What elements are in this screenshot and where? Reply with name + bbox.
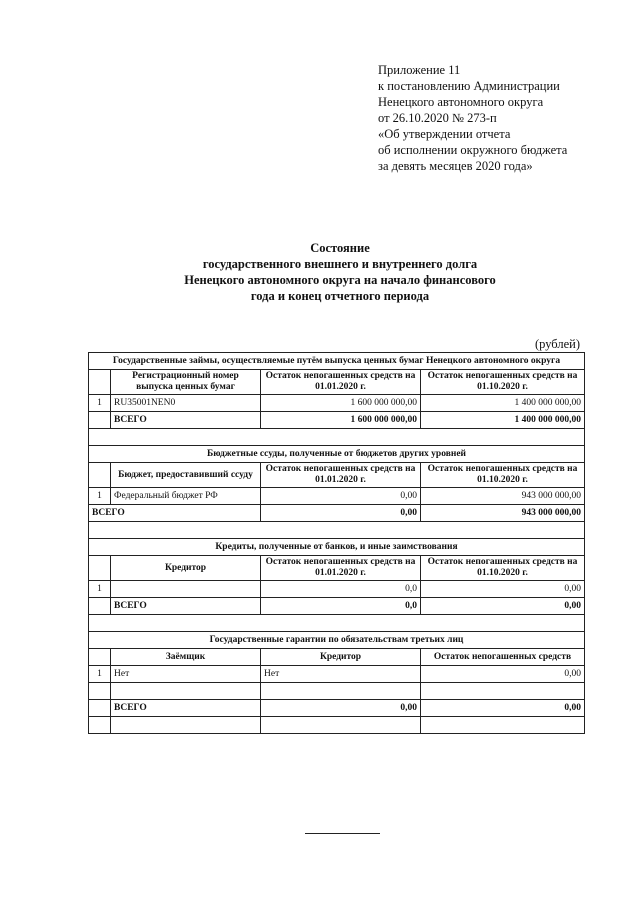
- balance-end: 943 000 000,00: [421, 488, 585, 505]
- creditor-name: [111, 581, 261, 598]
- title-line: Состояние: [310, 241, 370, 255]
- row-number: 1: [89, 395, 111, 412]
- bank-credits-section-title: Кредиты, полученные от банков, и иные заимствования: [89, 539, 585, 556]
- bank-credits-header-row: [89, 556, 585, 581]
- total-blank: [89, 598, 111, 615]
- spacer-cell: [89, 429, 585, 446]
- total-end: 1 400 000 000,00: [421, 412, 585, 429]
- header-blank: [89, 463, 111, 488]
- document-title: [60, 240, 620, 304]
- table-row: [89, 581, 585, 598]
- bank-credits-col-name: Кредитор: [111, 556, 261, 581]
- borrower-name: Нет: [111, 666, 261, 683]
- budget-loans-section-title-row: [89, 446, 585, 463]
- appendix-line: «Об утверждении отчета: [378, 127, 511, 141]
- guarantees-col-borrower: Заёмщик: [111, 649, 261, 666]
- table-row: [89, 488, 585, 505]
- appendix-line: от 26.10.2020 № 273-п: [378, 111, 497, 125]
- balance-start: 0,0: [261, 581, 421, 598]
- securities-col-start: Остаток непогашенных средств на 01.01.2020 г.: [261, 370, 421, 395]
- spacer-cell: [111, 717, 261, 734]
- total-blank: [89, 412, 111, 429]
- securities-header-row: [89, 370, 585, 395]
- table-row: [89, 666, 585, 683]
- bank-credits-col-start: Остаток непогашенных средств на 01.01.2020 г.: [261, 556, 421, 581]
- budget-loans-col-start: Остаток непогашенных средств на 01.01.2020 г.: [261, 463, 421, 488]
- header-blank: [89, 370, 111, 395]
- debt-table: [88, 352, 585, 734]
- spacer-cell: [111, 683, 261, 700]
- guarantees-section-title: Государственные гарантии по обязательствам третьих лиц: [89, 632, 585, 649]
- total-blank: [89, 700, 111, 717]
- header-blank: [89, 556, 111, 581]
- balance-end: 1 400 000 000,00: [421, 395, 585, 412]
- total-start: 0,0: [261, 598, 421, 615]
- balance-start: 1 600 000 000,00: [261, 395, 421, 412]
- row-number: 1: [89, 488, 111, 505]
- lender-budget: Федеральный бюджет РФ: [111, 488, 261, 505]
- guarantees-header-row: [89, 649, 585, 666]
- units-label: (рублей): [534, 337, 580, 351]
- total-label: ВСЕГО: [111, 412, 261, 429]
- total-start: 1 600 000 000,00: [261, 412, 421, 429]
- guarantees-section-title-row: [89, 632, 585, 649]
- footer-divider: [305, 833, 380, 834]
- budget-loans-col-end: Остаток непогашенных средств на 01.10.2020 г.: [421, 463, 585, 488]
- spacer-cell: [89, 522, 585, 539]
- spacer-cell: [89, 717, 111, 734]
- bank-credits-section-title-row: [89, 539, 585, 556]
- spacer-cell: [421, 717, 585, 734]
- creditor-name: Нет: [261, 666, 421, 683]
- title-line: Ненецкого автономного округа на начало финансового: [184, 273, 496, 287]
- spacer-row: [89, 717, 585, 734]
- total-label: ВСЕГО: [111, 598, 261, 615]
- total-row: [89, 700, 585, 717]
- total-row: [89, 598, 585, 615]
- securities-col-end: Остаток непогашенных средств на 01.10.2020 г.: [421, 370, 585, 395]
- header-blank: [89, 649, 111, 666]
- spacer-cell: [261, 683, 421, 700]
- balance-end: 0,00: [421, 581, 585, 598]
- appendix-line: Ненецкого автономного округа: [378, 95, 544, 109]
- total-balance: 0,00: [421, 700, 585, 717]
- balance-start: 0,00: [261, 488, 421, 505]
- total-end: 0,00: [421, 598, 585, 615]
- title-line: года и конец отчетного периода: [250, 289, 430, 303]
- appendix-line: за девять месяцев 2020 года»: [378, 159, 533, 173]
- appendix-line: об исполнении окружного бюджета: [378, 143, 568, 157]
- total-mid: 0,00: [261, 700, 421, 717]
- total-row: [89, 412, 585, 429]
- budget-loans-col-name: Бюджет, предоставивший ссуду: [111, 463, 261, 488]
- budget-loans-section-title: Бюджетные ссуды, полученные от бюджетов других уровней: [89, 446, 585, 463]
- bank-credits-col-end: Остаток непогашенных средств на 01.10.2020 г.: [421, 556, 585, 581]
- guarantee-balance: 0,00: [421, 666, 585, 683]
- total-row: [89, 505, 585, 522]
- securities-section-title: Государственные займы, осуществляемые путём выпуска ценных бумаг Ненецкого автономного округа: [89, 353, 585, 370]
- row-number: 1: [89, 666, 111, 683]
- spacer-row: [89, 615, 585, 632]
- title-line: государственного внешнего и внутреннего долга: [202, 257, 478, 271]
- appendix-reference: [378, 62, 567, 174]
- spacer-row: [89, 429, 585, 446]
- row-number: 1: [89, 581, 111, 598]
- securities-section-title-row: [89, 353, 585, 370]
- budget-loans-header-row: [89, 463, 585, 488]
- spacer-cell: [89, 683, 111, 700]
- guarantees-col-balance: Остаток непогашенных средств: [421, 649, 585, 666]
- total-start: 0,00: [261, 505, 421, 522]
- spacer-cell: [421, 683, 585, 700]
- appendix-line: к постановлению Администрации: [378, 79, 560, 93]
- security-reg-number: RU35001NEN0: [111, 395, 261, 412]
- spacer-cell: [261, 717, 421, 734]
- table-row: [89, 395, 585, 412]
- total-end: 943 000 000,00: [421, 505, 585, 522]
- appendix-line: Приложение 11: [378, 63, 461, 77]
- securities-col-name: Регистрационный номер выпуска ценных бумаг: [111, 370, 261, 395]
- total-label: ВСЕГО: [111, 700, 261, 717]
- spacer-row: [89, 683, 585, 700]
- spacer-row: [89, 522, 585, 539]
- total-label: ВСЕГО: [89, 505, 261, 522]
- spacer-cell: [89, 615, 585, 632]
- guarantees-col-creditor: Кредитор: [261, 649, 421, 666]
